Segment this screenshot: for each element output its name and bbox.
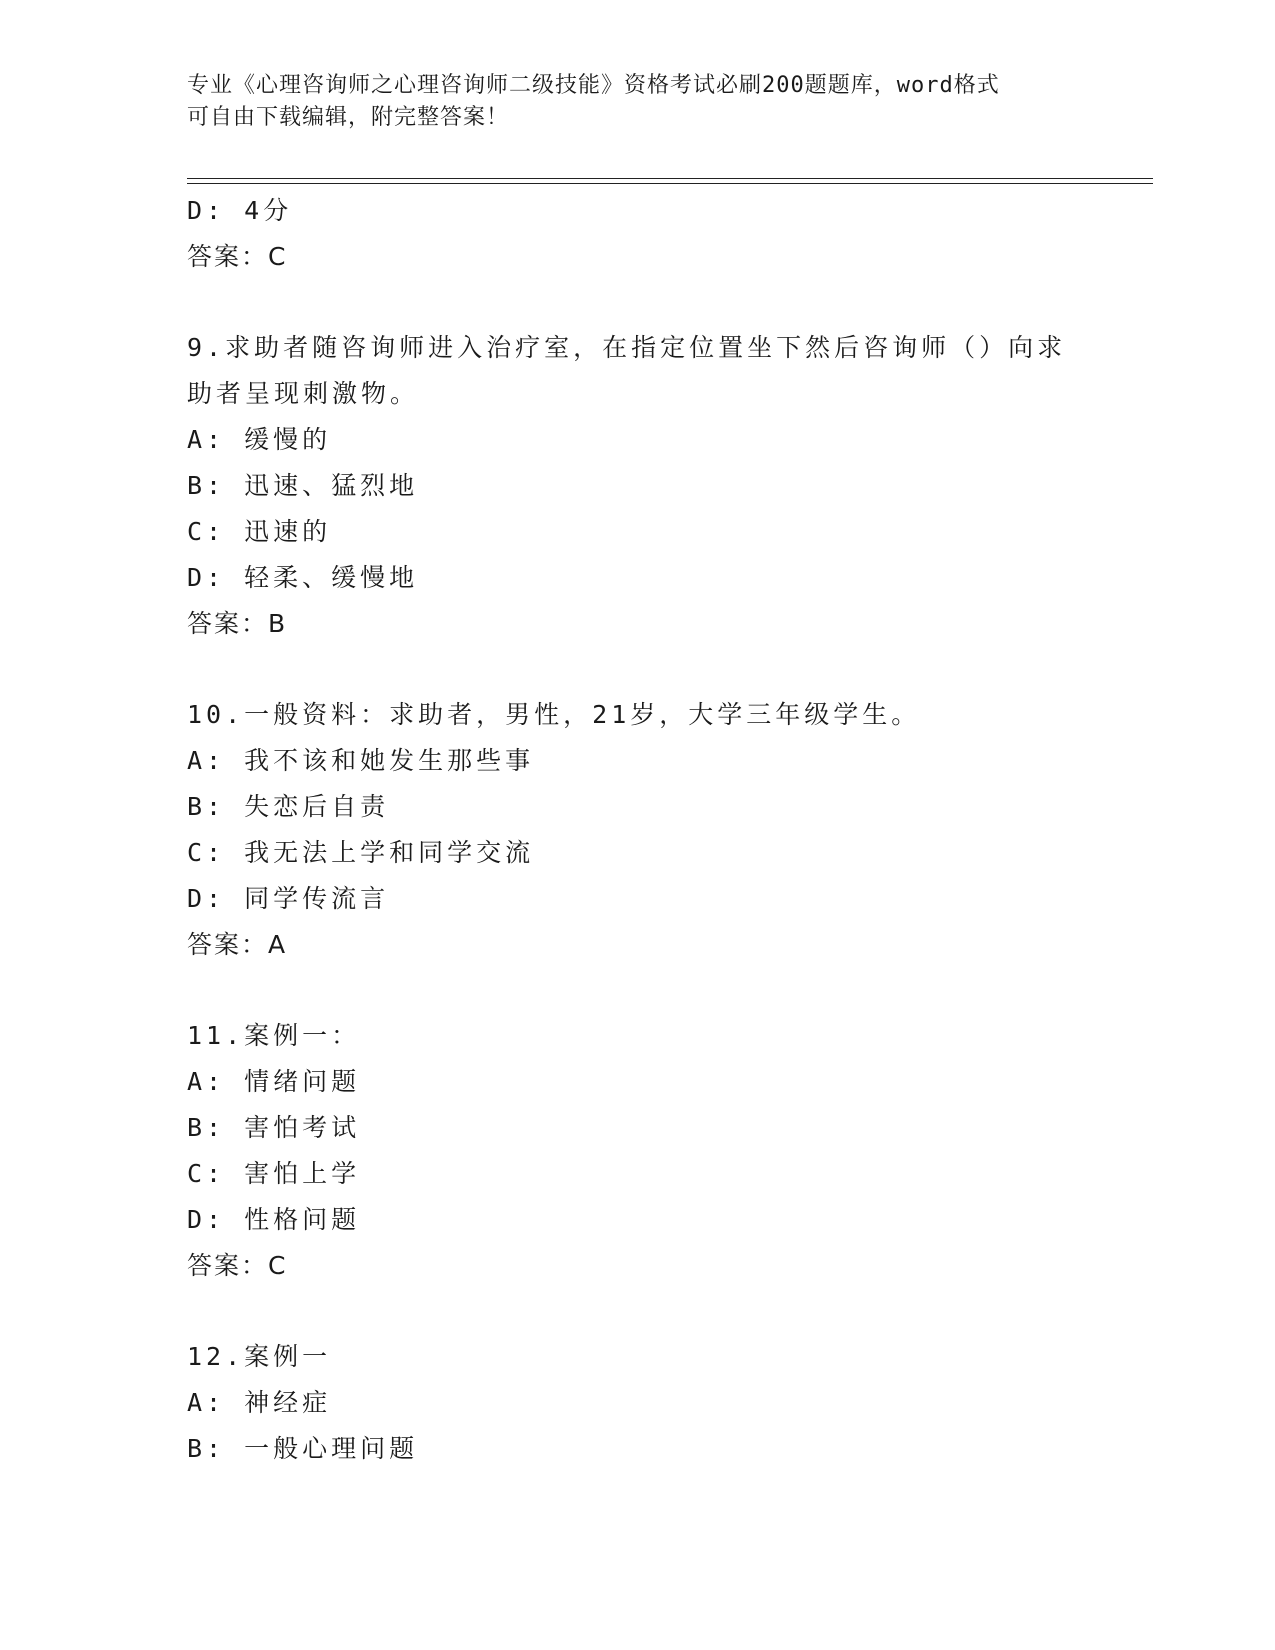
option-b: B: 一般心理问题 [187,1434,419,1463]
header-divider-top [187,178,1153,179]
answer-line: 答案：C [187,242,288,271]
page-header [187,70,1077,134]
answer-line: 答案：A [187,930,288,959]
option-a: A: 缓慢的 [187,425,332,454]
question-9 [187,325,1087,647]
question-10 [187,692,1087,968]
option-b: B: 害怕考试 [187,1113,361,1142]
option-d: D: 4分 [187,196,293,225]
option-c: C: 害怕上学 [187,1159,361,1188]
option-a: A: 我不该和她发生那些事 [187,746,535,775]
answer-line: 答案：C [187,1251,288,1280]
question-12 [187,1334,1087,1472]
option-d: D: 轻柔、缓慢地 [187,563,419,592]
option-c: C: 迅速的 [187,517,332,546]
question-stem: 11.案例一： [187,1021,361,1050]
option-b: B: 迅速、猛烈地 [187,471,419,500]
spacer [187,647,1087,692]
option-a: A: 神经症 [187,1388,332,1417]
option-a: A: 情绪问题 [187,1067,361,1096]
option-d: D: 同学传流言 [187,884,390,913]
question-stem: 9.求助者随咨询师进入治疗室，在指定位置坐下然后咨询师（）向求 [187,333,1067,362]
question-stem: 12.案例一 [187,1342,332,1371]
question-stem: 10.一般资料：求助者，男性，21岁，大学三年级学生。 [187,700,921,729]
option-c: C: 我无法上学和同学交流 [187,838,535,867]
header-line-1: 专业《心理咨询师之心理咨询师二级技能》资格考试必刷200题题库，word格式 [187,73,1000,98]
answer-line: 答案：B [187,609,288,638]
spacer [187,280,1087,325]
question-8-tail [187,188,1087,280]
header-divider-bottom [187,183,1153,184]
spacer [187,1289,1087,1334]
spacer [187,968,1087,1013]
question-list [187,188,1087,1472]
question-11 [187,1013,1087,1289]
option-b: B: 失恋后自责 [187,792,390,821]
header-line-2: 可自由下载编辑，附完整答案！ [187,105,510,130]
option-d: D: 性格问题 [187,1205,361,1234]
question-stem-continued: 助者呈现刺激物。 [187,379,420,408]
